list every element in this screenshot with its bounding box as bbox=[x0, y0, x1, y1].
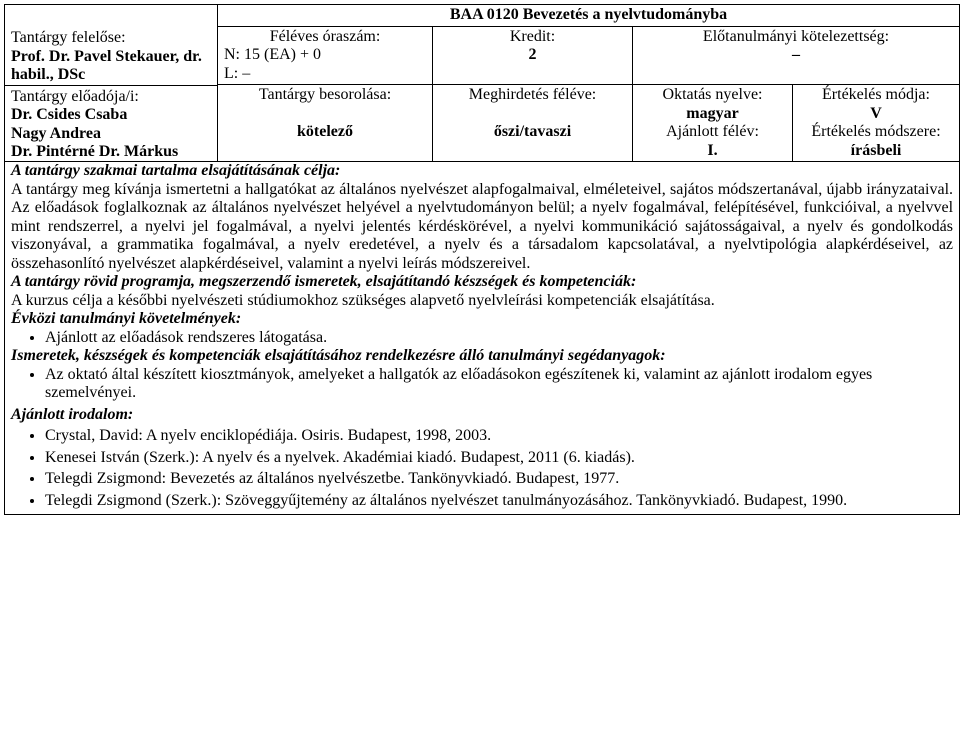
hours-cell bbox=[218, 26, 433, 85]
eval-method-label: Értékelés módszere: bbox=[811, 123, 941, 140]
hours-l: L: – bbox=[224, 64, 251, 82]
lecturers-label: Tantárgy előadója/i: bbox=[11, 87, 139, 105]
lecturer-name: Dr. Csides Csaba bbox=[11, 106, 128, 123]
semester-label: Meghirdetés féléve: bbox=[468, 86, 597, 103]
literature-list bbox=[11, 427, 953, 510]
requirements-list bbox=[11, 329, 953, 348]
prereq-cell bbox=[633, 26, 960, 85]
course-title: BAA 0120 Bevezetés a nyelvtudományba bbox=[218, 5, 960, 27]
lecturer-name: Dr. Pintérné Dr. Márkus bbox=[11, 143, 179, 160]
course-content bbox=[5, 162, 960, 515]
language-label: Oktatás nyelve: bbox=[662, 86, 763, 103]
eval-method-value: írásbeli bbox=[850, 141, 902, 159]
credit-cell bbox=[433, 26, 633, 85]
recommended-semester-value: I. bbox=[707, 141, 718, 159]
aim-heading: A tantárgy szakmai tartalma elsajátításának célja: bbox=[11, 162, 341, 179]
materials-heading: Ismeretek, készségek és kompetenciák elsajátításához rendelkezésre álló tanulmányi segédanyagok: bbox=[11, 347, 666, 364]
eval-type-value: V bbox=[870, 104, 882, 122]
literature-heading: Ajánlott irodalom: bbox=[11, 405, 134, 423]
responsible-name: Prof. Dr. Pavel Stekauer, dr. habil., DSc bbox=[11, 47, 202, 83]
program-text: A kurzus célja a későbbi nyelvészeti stúdiumokhoz szükséges alapvető nyelvleírási kompetenciák elsajátítása. bbox=[11, 291, 715, 309]
list-item: • Az oktató által készített kiosztmányok, amelyeket a hallgatók az előadásokon egészítenek ki, valamint az ajánlott irodalom egyes szemelvényei. bbox=[45, 366, 953, 403]
semester-value: őszi/tavaszi bbox=[493, 122, 572, 140]
lecturers-cell bbox=[5, 85, 217, 161]
program-heading: A tantárgy rövid programja, megszerzendő ismeretek, elsajátítandó készségek és kompetenciák: bbox=[11, 273, 637, 290]
list-item: • Ajánlott az előadások rendszeres látogatása. bbox=[45, 329, 953, 348]
requirements-heading: Évközi tanulmányi követelmények: bbox=[11, 310, 242, 327]
eval-type-label: Értékelés módja: bbox=[822, 86, 930, 103]
list-item: • Crystal, David: A nyelv enciklopédiája. Osiris. Budapest, 1998, 2003. bbox=[45, 427, 953, 446]
classification-cell bbox=[218, 85, 433, 162]
evaluation-cell bbox=[793, 85, 960, 162]
credit-label: Kredit: bbox=[509, 27, 556, 45]
materials-list bbox=[11, 366, 953, 403]
list-item: • Telegdi Zsigmond: Bevezetés az általános nyelvészetbe. Tankönyvkiadó. Budapest, 1977. bbox=[45, 470, 953, 489]
aim-text: A tantárgy meg kívánja ismertetni a hallgatókat az általános nyelvészet alapfogalmaival, elméleteivel, sajátos módszertanával, újabb irányzataival. Az előadások foglalkoznak az általános nyelvészet helyével a nyelvtudományon belül; a nyelv fogalmával, felépítésével, funkcióival, a nyelvvel mint rendszerrel, a nyelvi jel fogalmával, a nyelvi jelentés kérdéskörével, a nyelvi kommunikáció sajátosságaival, a nyelv és gondolkodás viszonyával, a grammatika fogalmával, a nyelv eredetével, a nyelv és a társadalom kapcsolatával, a nyelvtipológia alapkérdéseivel, az összehasonlító nyelvészet alapkérdéseivel, valamint a nyelvi leírás módszereivel. bbox=[11, 180, 954, 272]
prereq-value: – bbox=[792, 46, 800, 63]
semester-cell bbox=[433, 85, 633, 162]
classification-label: Tantárgy besorolása: bbox=[258, 86, 392, 103]
language-cell bbox=[633, 85, 793, 162]
hours-label: Féléves óraszám: bbox=[269, 27, 381, 45]
language-value: magyar bbox=[686, 104, 739, 122]
classification-value: kötelező bbox=[297, 122, 353, 140]
hours-n: N: 15 (EA) + 0 bbox=[224, 46, 322, 63]
course-table bbox=[4, 4, 960, 515]
credit-value: 2 bbox=[528, 46, 537, 63]
prereq-label: Előtanulmányi kötelezettség: bbox=[702, 27, 890, 45]
list-item: • Telegdi Zsigmond (Szerk.): Szöveggyűjtemény az általános nyelvészet tanulmányozásához. Tankönyvkiadó. Budapest, 1990. bbox=[45, 492, 953, 511]
list-item: • Kenesei István (Szerk.): A nyelv és a nyelvek. Akadémiai kiadó. Budapest, 2011 (6. kiadás). bbox=[45, 449, 953, 468]
responsible-label: Tantárgy felelőse: bbox=[11, 29, 126, 46]
recommended-semester-label: Ajánlott félév: bbox=[666, 123, 759, 140]
lecturer-name: Nagy Andrea bbox=[11, 124, 101, 142]
